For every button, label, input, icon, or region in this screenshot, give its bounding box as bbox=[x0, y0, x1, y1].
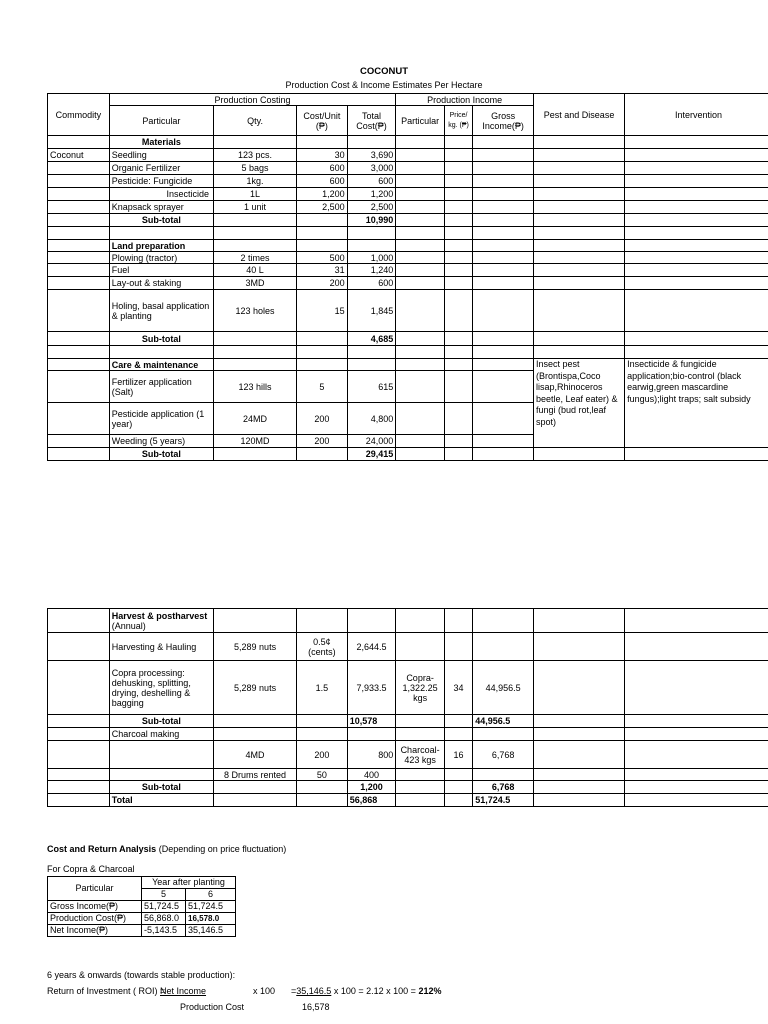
subtotal-label: Sub-total bbox=[109, 214, 213, 227]
cell-unit: 5 bbox=[297, 371, 348, 403]
cell-particular: Holing, basal application & planting bbox=[109, 290, 213, 332]
analysis-heading-note: (Depending on price fluctuation) bbox=[158, 844, 287, 854]
table-row bbox=[48, 715, 768, 728]
cra-row-label: Gross Income(₱) bbox=[48, 901, 142, 913]
roi-label: Return of Investment ( ROI) = bbox=[47, 986, 166, 996]
cell-qty: 1kg. bbox=[214, 175, 297, 188]
subtotal-income: 44,956.5 bbox=[473, 715, 534, 728]
cell-unit: 200 bbox=[297, 403, 348, 435]
table-row bbox=[48, 277, 768, 290]
header-total-cost: Total Cost(₱) bbox=[347, 106, 396, 136]
total-value: 56,868 bbox=[347, 794, 396, 807]
harvest-heading: Harvest & postharvest bbox=[111, 610, 208, 621]
cell-particular: Insecticide bbox=[109, 188, 213, 201]
table-row bbox=[48, 728, 768, 741]
cell-total: 2,644.5 bbox=[347, 633, 396, 661]
analysis-heading bbox=[47, 844, 286, 854]
cell-unit: 0.5¢ (cents) bbox=[297, 633, 348, 661]
cra-row-label: Net Income(₱) bbox=[48, 925, 142, 937]
cell-qty: 5 bags bbox=[214, 162, 297, 175]
header-qty: Qty. bbox=[214, 106, 297, 136]
cell-price: 16 bbox=[444, 741, 472, 769]
cra-header-particular: Particular bbox=[48, 877, 142, 901]
harvest-table bbox=[47, 608, 768, 807]
cell-unit: 600 bbox=[297, 175, 348, 188]
analysis-for-label: For Copra & Charcoal bbox=[47, 864, 135, 874]
roi-denominator: Production Cost bbox=[180, 1002, 245, 1012]
table-row bbox=[48, 240, 768, 252]
table-row bbox=[48, 633, 768, 661]
cell-particular: Pesticide: Fungicide bbox=[109, 175, 213, 188]
subtotal-label: Sub-total bbox=[109, 332, 213, 346]
header-production-income: Production Income bbox=[396, 94, 534, 106]
cell-qty: 123 holes bbox=[214, 290, 297, 332]
cell-particular: Copra processing: dehusking, splitting, drying, deshelling & bagging bbox=[109, 661, 213, 715]
commodity-name: Coconut bbox=[48, 149, 110, 162]
table-row bbox=[48, 264, 768, 277]
table-row bbox=[48, 781, 768, 794]
section-care-maintenance: Care & maintenance bbox=[109, 359, 213, 371]
cell-particular: Fuel bbox=[109, 264, 213, 277]
table-row bbox=[48, 162, 768, 175]
cell-qty: 1L bbox=[214, 188, 297, 201]
cra-value: 16,578.0 bbox=[186, 913, 236, 925]
cra-year-6: 6 bbox=[186, 889, 236, 901]
table-row bbox=[48, 346, 768, 359]
roi-value-denominator: 16,578 bbox=[302, 1002, 330, 1012]
roi-intro: 6 years & onwards (towards stable production): bbox=[47, 970, 236, 980]
cell-unit: 200 bbox=[297, 435, 348, 448]
table-row bbox=[48, 136, 768, 149]
table-row bbox=[48, 913, 236, 925]
cell-income-particular: Copra- 1,322.25 kgs bbox=[396, 661, 445, 715]
header-price-kg: Price/ kg. (₱) bbox=[444, 106, 472, 136]
cell-particular: Pesticide application (1 year) bbox=[109, 403, 213, 435]
table-row bbox=[48, 188, 768, 201]
cell-unit: 500 bbox=[297, 252, 348, 264]
cell-total: 600 bbox=[347, 175, 396, 188]
table-row bbox=[48, 227, 768, 240]
cost-return-table bbox=[47, 876, 236, 937]
header-income-particular: Particular bbox=[396, 106, 445, 136]
cra-value: 51,724.5 bbox=[142, 901, 186, 913]
subtotal-value: 10,990 bbox=[347, 214, 396, 227]
subtotal-income: 6,768 bbox=[473, 781, 534, 794]
intervention-cell: Insecticide & fungicide application;bio-control (black earwig,green mascardine fungus);light traps; salt subsidy bbox=[625, 359, 768, 448]
total-label: Total bbox=[109, 794, 213, 807]
cell-total: 7,933.5 bbox=[347, 661, 396, 715]
header-gross-income: Gross Income(₱) bbox=[473, 106, 534, 136]
cell-qty: 1 unit bbox=[214, 201, 297, 214]
cell-unit: 1.5 bbox=[297, 661, 348, 715]
cell-unit: 30 bbox=[297, 149, 348, 162]
harvest-heading-note: (Annual) bbox=[111, 620, 146, 631]
roi-value-numerator: 35,146.5 bbox=[296, 986, 332, 996]
table-row bbox=[48, 149, 768, 162]
table-row bbox=[48, 290, 768, 332]
cra-year-5: 5 bbox=[142, 889, 186, 901]
cell-total: 3,690 bbox=[347, 149, 396, 162]
roi-equation bbox=[291, 986, 441, 996]
subtotal-value: 29,415 bbox=[347, 448, 396, 461]
cell-total: 1,240 bbox=[347, 264, 396, 277]
header-pest-disease: Pest and Disease bbox=[534, 94, 625, 136]
cell-total: 2,500 bbox=[347, 201, 396, 214]
cell-unit: 15 bbox=[297, 290, 348, 332]
roi-numerator: Net Income bbox=[160, 986, 207, 996]
section-materials: Materials bbox=[109, 136, 213, 149]
table-row bbox=[48, 332, 768, 346]
analysis-heading-text: Cost and Return Analysis bbox=[47, 844, 157, 854]
cell-particular: Weeding (5 years) bbox=[109, 435, 213, 448]
cell-qty: 2 times bbox=[214, 252, 297, 264]
cell-unit: 1,200 bbox=[297, 188, 348, 201]
roi-rest: = 2.12 x 100 = bbox=[358, 986, 416, 996]
cra-value: 35,146.5 bbox=[186, 925, 236, 937]
cra-value: 51,724.5 bbox=[186, 901, 236, 913]
cell-qty: 40 L bbox=[214, 264, 297, 277]
cell-qty: 123 pcs. bbox=[214, 149, 297, 162]
cell-price: 34 bbox=[444, 661, 472, 715]
cell-qty: 5,289 nuts bbox=[214, 633, 297, 661]
cell-total: 800 bbox=[347, 741, 396, 769]
table-row bbox=[48, 252, 768, 264]
cell-total: 4,800 bbox=[347, 403, 396, 435]
cell-total: 24,000 bbox=[347, 435, 396, 448]
pest-disease-cell: Insect pest (Brontispa,Coco lisap,Rhinoceros beetle, Leaf eater) & fungi (bud rot,leaf spot) bbox=[534, 359, 625, 448]
cell-particular: Harvesting & Hauling bbox=[109, 633, 213, 661]
cra-value: 56,868.0 bbox=[142, 913, 186, 925]
header-production-costing: Production Costing bbox=[109, 94, 396, 106]
cell-total: 1,200 bbox=[347, 188, 396, 201]
cell-gross: 44,956.5 bbox=[473, 661, 534, 715]
subtotal-value: 4,685 bbox=[347, 332, 396, 346]
subtotal-value: 1,200 bbox=[347, 781, 396, 794]
subtotal-label: Sub-total bbox=[109, 448, 213, 461]
table-row bbox=[48, 925, 236, 937]
roi-result: 212% bbox=[418, 986, 442, 996]
subtotal-value: 10,578 bbox=[347, 715, 396, 728]
cell-particular: Organic Fertilizer bbox=[109, 162, 213, 175]
cell-particular: Knapsack sprayer bbox=[109, 201, 213, 214]
cell-unit: 200 bbox=[297, 277, 348, 290]
cell-unit: 50 bbox=[297, 769, 348, 781]
header-cost-unit: Cost/Unit (₱) bbox=[297, 106, 348, 136]
cell-gross: 6,768 bbox=[473, 741, 534, 769]
cell-qty: 5,289 nuts bbox=[214, 661, 297, 715]
cell-qty: 8 Drums rented bbox=[214, 769, 297, 781]
cell-total: 600 bbox=[347, 277, 396, 290]
table-row bbox=[48, 175, 768, 188]
section-harvest bbox=[109, 609, 213, 633]
table-row bbox=[48, 609, 768, 633]
subtotal-label: Sub-total bbox=[109, 715, 213, 728]
subtotal-label: Sub-total bbox=[109, 781, 213, 794]
section-charcoal: Charcoal making bbox=[109, 728, 213, 741]
cell-total: 1,000 bbox=[347, 252, 396, 264]
table-row bbox=[48, 661, 768, 715]
table-row bbox=[48, 448, 768, 461]
cell-qty: 3MD bbox=[214, 277, 297, 290]
header-intervention: Intervention bbox=[625, 94, 768, 136]
cra-row-label: Production Cost(₱) bbox=[48, 913, 142, 925]
cell-total: 615 bbox=[347, 371, 396, 403]
roi-value-x100: x 100 bbox=[333, 986, 356, 996]
header-particular: Particular bbox=[109, 106, 213, 136]
cell-total: 3,000 bbox=[347, 162, 396, 175]
header-commodity: Commodity bbox=[48, 94, 110, 136]
production-cost-table bbox=[47, 93, 768, 461]
table-row bbox=[48, 769, 768, 781]
table-row bbox=[48, 359, 768, 371]
table-row bbox=[48, 901, 236, 913]
cell-unit: 2,500 bbox=[297, 201, 348, 214]
table-row bbox=[48, 214, 768, 227]
document-title: COCONUT bbox=[359, 66, 409, 77]
roi-x100: x 100 bbox=[253, 986, 276, 996]
cell-particular: Seedling bbox=[109, 149, 213, 162]
table-row bbox=[48, 794, 768, 807]
table-row bbox=[48, 201, 768, 214]
cell-particular: Fertilizer application (Salt) bbox=[109, 371, 213, 403]
cell-particular: Lay-out & staking bbox=[109, 277, 213, 290]
cell-particular: Plowing (tractor) bbox=[109, 252, 213, 264]
total-income: 51,724.5 bbox=[473, 794, 534, 807]
cell-unit: 600 bbox=[297, 162, 348, 175]
roi-equals: = bbox=[291, 986, 297, 996]
cell-total: 400 bbox=[347, 769, 396, 781]
cell-total: 1,845 bbox=[347, 290, 396, 332]
cell-qty: 120MD bbox=[214, 435, 297, 448]
cra-value: -5,143.5 bbox=[142, 925, 186, 937]
table-row bbox=[48, 741, 768, 769]
cell-qty: 123 hills bbox=[214, 371, 297, 403]
cell-qty: 4MD bbox=[214, 741, 297, 769]
cell-unit: 31 bbox=[297, 264, 348, 277]
cra-header-year: Year after planting bbox=[142, 877, 236, 889]
cell-qty: 24MD bbox=[214, 403, 297, 435]
cell-income-particular: Charcoal- 423 kgs bbox=[396, 741, 445, 769]
section-land-preparation: Land preparation bbox=[109, 240, 213, 252]
document-subtitle: Production Cost & Income Estimates Per Hectare bbox=[285, 80, 483, 90]
cell-unit: 200 bbox=[297, 741, 348, 769]
